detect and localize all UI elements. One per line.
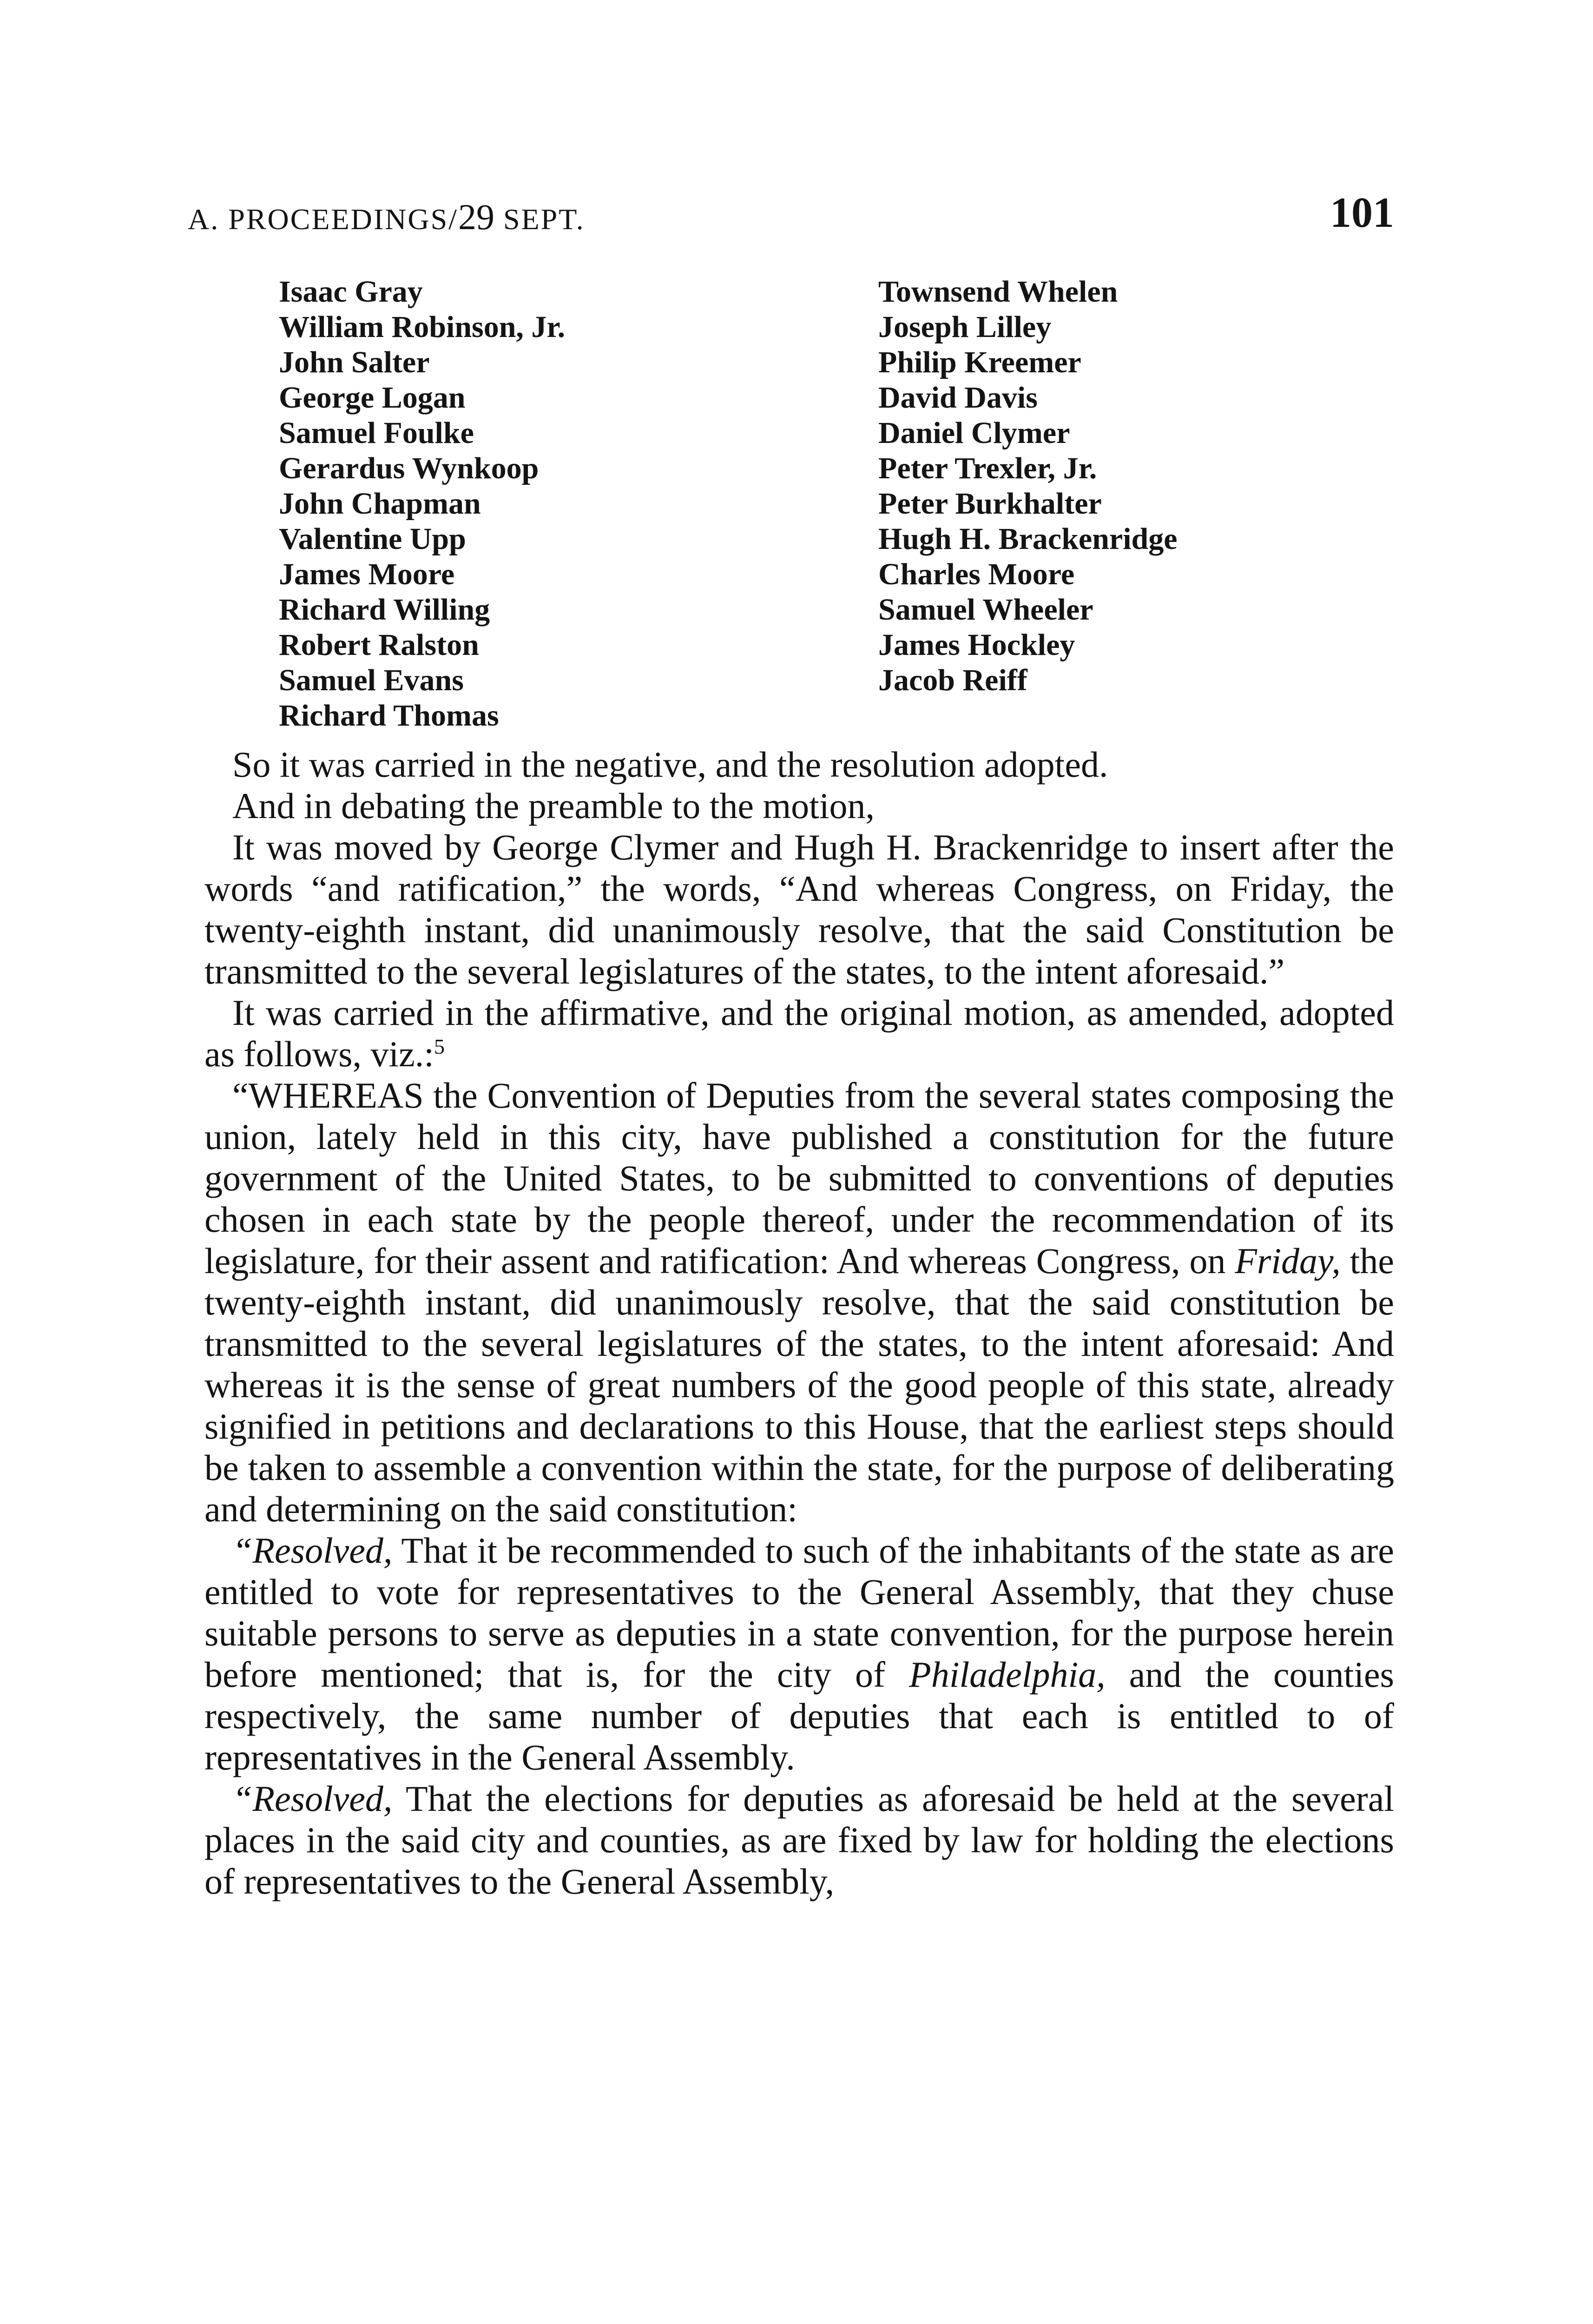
name-right-0: Townsend Whelen [878,275,1118,309]
name-right-7: Hugh H. Brackenridge [878,522,1178,556]
name-right-1: Joseph Lilley [878,310,1052,344]
body-text [204,744,1394,1902]
name-left-2: John Salter [279,345,430,379]
name-left-5: Gerardus Wynkoop [279,451,539,485]
name-right-3: David Davis [878,381,1038,415]
name-left-7: Valentine Upp [279,522,466,556]
resolved-text-1a: That it be recommended to such of the inhabitants of the state as are entitled to vote for representatives to the General Assembly, that they chuse suitable persons to serve as deputies in a state convention, for the purpose herein before mentioned; that is, for the city of [204,1530,1394,1695]
running-head-title: PROCEEDINGS/ [228,203,458,236]
paragraph-debate: And in debating the preamble to the motion, [232,786,875,826]
page-number: 101 [1330,189,1394,236]
name-left-3: George Logan [279,381,466,415]
resolved-label-1: “Resolved, [232,1530,393,1571]
name-left-9: Richard Willing [279,593,490,627]
name-left-4: Samuel Foulke [279,416,474,450]
name-left-0: Isaac Gray [279,275,423,309]
name-right-6: Peter Burkhalter [878,487,1102,521]
paragraph-adopted [204,992,1394,1075]
paragraph-whereas [204,1075,1394,1530]
resolved-text-1b: and the counties respectively, the same number of deputies that each is entitled to of representatives in the General Assembly. [204,1654,1394,1777]
name-right-11: Jacob Reiff [878,663,1027,697]
name-right-10: James Hockley [878,628,1075,662]
running-head [188,196,585,238]
names-column-right [878,274,1178,698]
page-header [188,188,1394,239]
name-left-10: Robert Ralston [279,628,479,662]
footnote-marker: 5 [434,1035,445,1058]
resolved-philadelphia: Philadelphia, [909,1654,1106,1695]
whereas-friday: Friday, [1235,1241,1341,1281]
whereas-text-a: “WHEREAS the Convention of Deputies from the several states composing the union, lately held in this city, have published a constitution for the future government of the United States, to be submitted to conventions of deputies chosen in each state by the people thereof, under the recommendation of its legislature, for their assent and ratification: And whereas Congress, on [204,1075,1394,1281]
name-right-4: Daniel Clymer [878,416,1070,450]
running-head-month: SEPT. [494,203,585,236]
name-left-6: John Chapman [279,487,481,521]
name-right-8: Charles Moore [878,557,1075,591]
paragraph-motion: It was moved by George Clymer and Hugh H. Brackenridge to insert after the words “and ratification,” the words, “And whereas Congress, on Friday, the twenty-eighth instant, did unanimously resolve, that the said Constitution be transmitted to the several legislatures of the states, to the intent aforesaid.” [204,827,1394,991]
name-left-8: James Moore [279,557,455,591]
paragraph-resolved-2 [204,1778,1394,1902]
whereas-text-b: the twenty-eighth instant, did unanimously resolve, that the said constitution be transmitted to the several legislatures of the states, to the intent aforesaid: And whereas it is the sense of great numbers of the good people of this state, already signified in petitions and declarations to this House, that the earliest steps should be taken to assemble a convention within the state, for the purpose of deliberating and determining on the said constitution: [204,1241,1394,1529]
name-right-2: Philip Kreemer [878,345,1081,379]
name-left-11: Samuel Evans [279,663,464,697]
paragraph-result: So it was carried in the negative, and the resolution adopted. [232,744,1108,785]
running-head-section: A. [188,203,220,236]
name-right-5: Peter Trexler, Jr. [878,451,1097,485]
name-left-1: William Robinson, Jr. [279,310,566,344]
running-head-date: 29 [458,197,494,237]
name-right-9: Samuel Wheeler [878,593,1093,627]
adopted-text: It was carried in the affirmative, and the original motion, as amended, adopted as follows, viz.: [204,992,1394,1074]
resolved-label-2: “Resolved, [232,1778,393,1819]
paragraph-resolved-1 [204,1530,1394,1778]
names-column-left [279,274,565,733]
name-left-12: Richard Thomas [279,699,499,733]
resolved-text-2: That the elections for deputies as aforesaid be held at the several places in the said city and counties, as are fixed by law for holding the elections of representatives to the General Assembly, [204,1778,1394,1901]
vote-name-list [279,274,1301,748]
